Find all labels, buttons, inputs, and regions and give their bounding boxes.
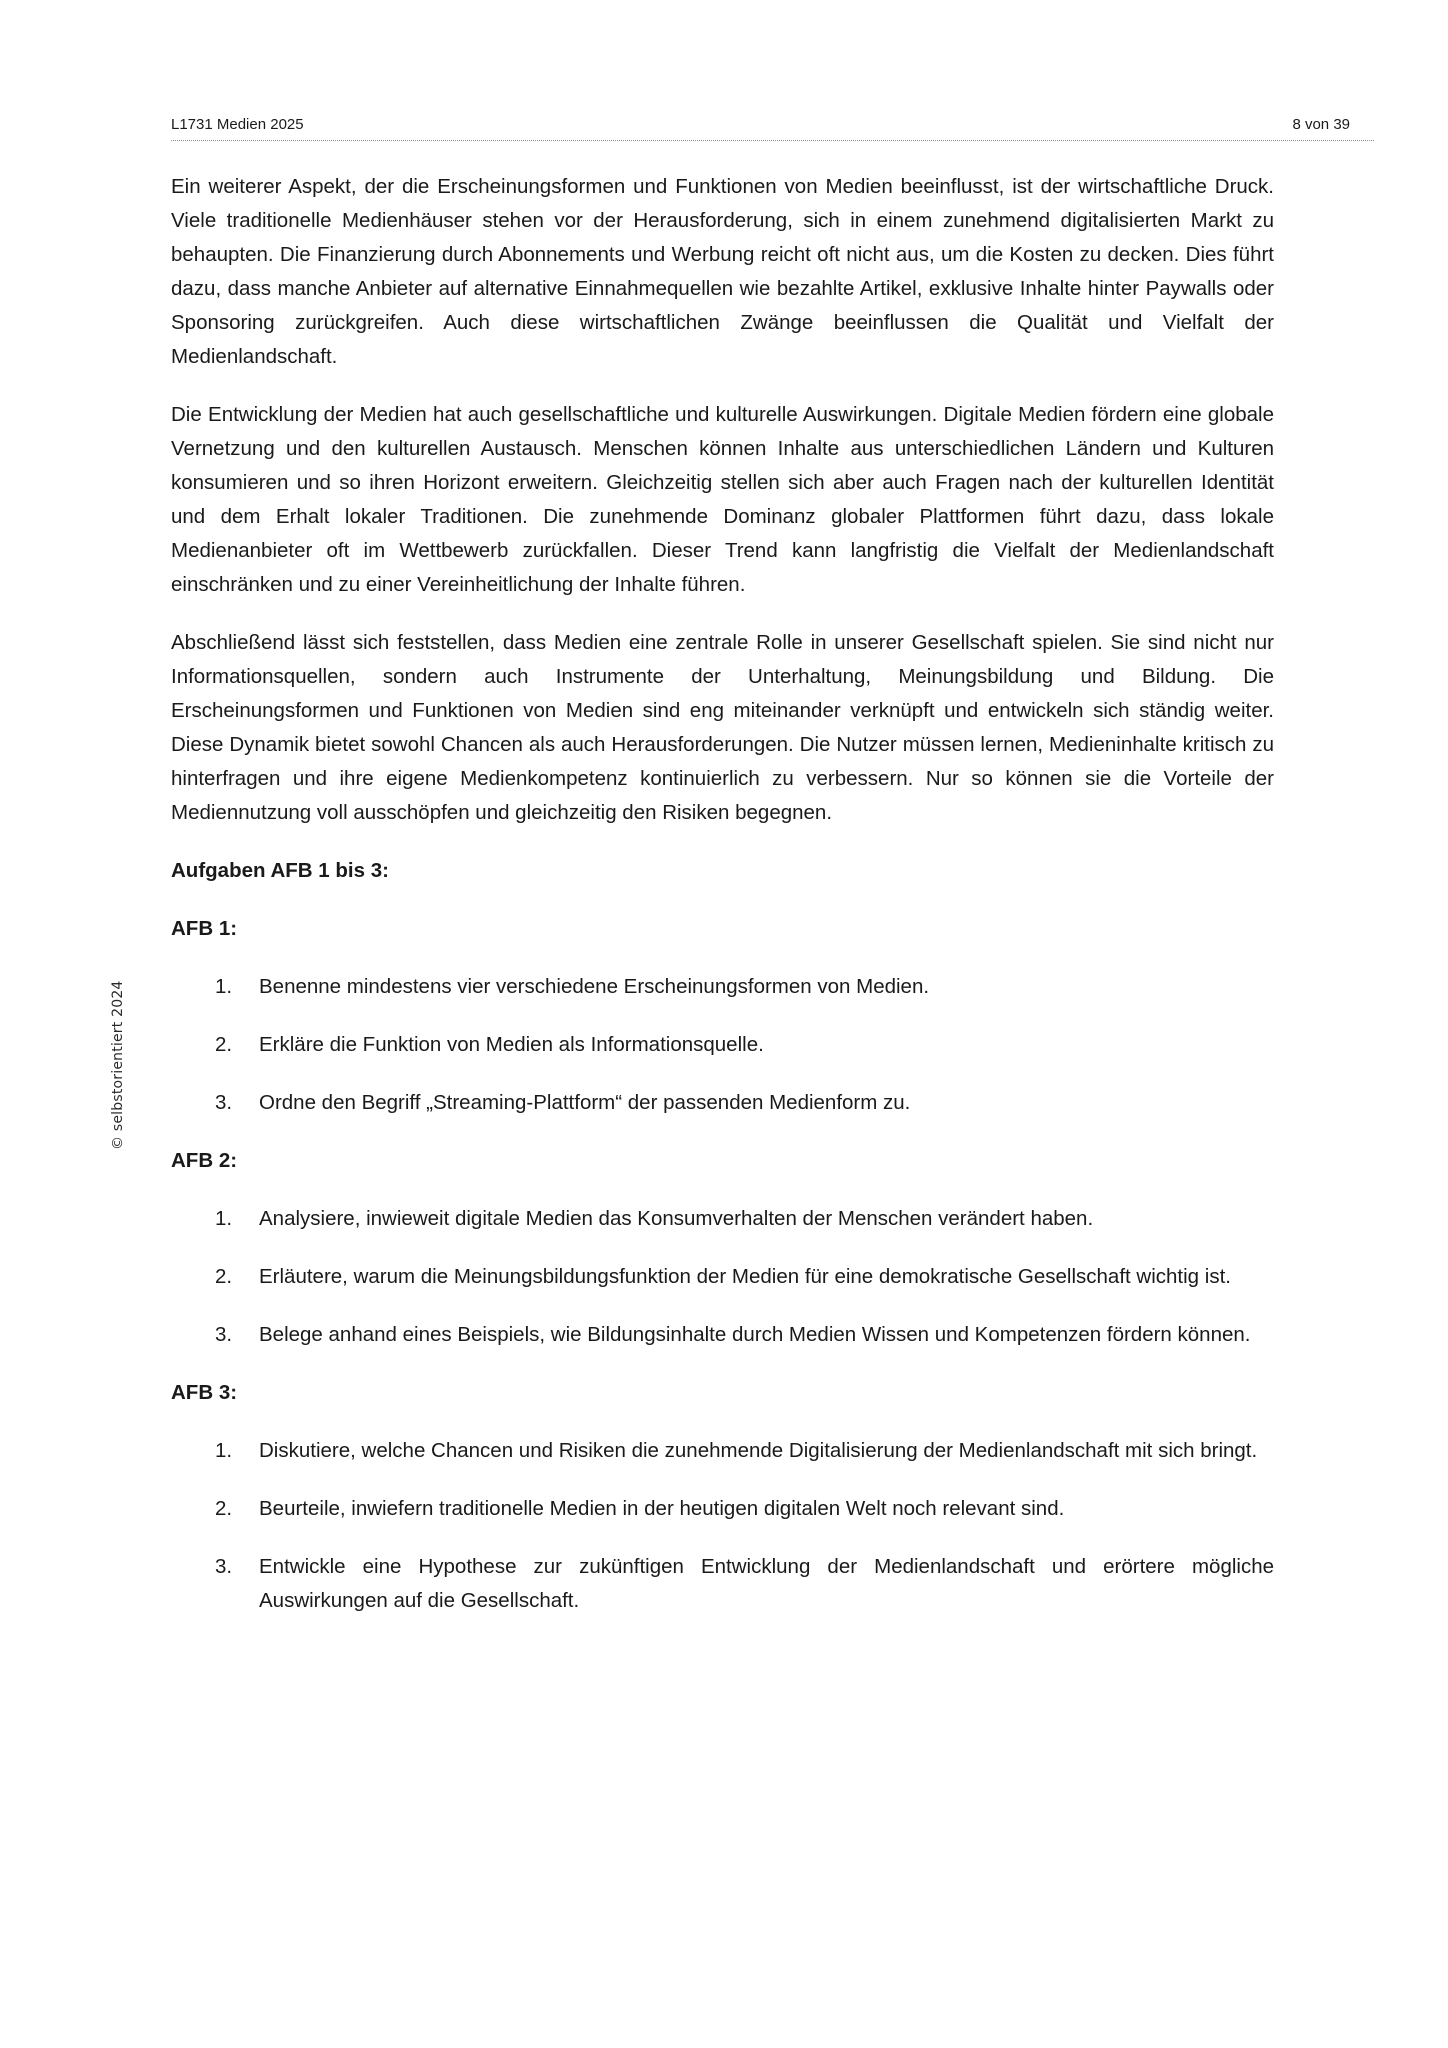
task-number: 2. — [215, 1033, 233, 1056]
task-number: 1. — [215, 975, 233, 998]
task-item — [171, 1434, 1274, 1468]
task-number: 3. — [215, 1323, 233, 1346]
task-number: 3. — [215, 1091, 233, 1114]
task-text: Analysiere, inwieweit digitale Medien das Konsumverhalten der Menschen verändert haben. — [259, 1207, 1094, 1230]
paragraph-social-cultural-effects: Die Entwicklung der Medien hat auch gesellschaftliche und kulturelle Auswirkungen. Digitale Medien fördern eine globale Vernetzung und den kulturellen Austausch. Menschen können Inhalte aus unterschiedlichen Ländern und Kulturen konsumieren und so ihren Horizont erweitern. Gleichzeitig stellen sich aber auch Fragen nach der kulturellen Identität und dem Erhalt lokaler Traditionen. Die zunehmende Dominanz globaler Plattformen führt dazu, dass lokale Medienanbieter oft im Wettbewerb zurückfallen. Dieser Trend kann langfristig die Vielfalt der Medienlandschaft einschränken und zu einer Vereinheitlichung der Inhalte führen. — [171, 403, 1274, 596]
task-number: 1. — [215, 1207, 233, 1230]
task-item — [171, 970, 1274, 1004]
task-number: 2. — [215, 1265, 233, 1288]
afb1-task-list — [171, 970, 1274, 1120]
task-item — [171, 1202, 1274, 1236]
task-item — [171, 1028, 1274, 1062]
page-indicator: 8 von 39 — [1292, 116, 1350, 133]
task-item — [171, 1492, 1274, 1526]
task-text: Entwickle eine Hypothese zur zukünftigen Entwicklung der Medienlandschaft und erörtere mögliche Auswirkungen auf die Gesellschaft. — [259, 1555, 1274, 1612]
task-text: Diskutiere, welche Chancen und Risiken die zunehmende Digitalisierung der Medienlandschaft mit sich bringt. — [259, 1439, 1258, 1462]
task-item — [171, 1550, 1274, 1618]
task-item — [171, 1318, 1274, 1352]
afb3-task-list — [171, 1434, 1274, 1618]
afb2-heading: AFB 2: — [171, 1149, 238, 1172]
task-item — [171, 1260, 1274, 1294]
afb3-heading: AFB 3: — [171, 1381, 238, 1404]
task-number: 3. — [215, 1555, 233, 1578]
task-number: 2. — [215, 1497, 233, 1520]
afb2-task-list — [171, 1202, 1274, 1352]
task-item — [171, 1086, 1274, 1120]
task-number: 1. — [215, 1439, 233, 1462]
page-content — [171, 170, 1274, 1642]
task-text: Benenne mindestens vier verschiedene Erscheinungsformen von Medien. — [259, 975, 930, 998]
task-text: Beurteile, inwiefern traditionelle Medien in der heutigen digitalen Welt noch relevant sind. — [259, 1497, 1065, 1520]
task-text: Erkläre die Funktion von Medien als Informationsquelle. — [259, 1033, 764, 1056]
paragraph-conclusion: Abschließend lässt sich feststellen, dass Medien eine zentrale Rolle in unserer Gesellschaft spielen. Sie sind nicht nur Informationsquellen, sondern auch Instrumente der Unterhaltung, Meinungsbildung und Bildung. Die Erscheinungsformen und Funktionen von Medien sind eng miteinander verknüpft und entwickeln sich ständig weiter. Diese Dynamik bietet sowohl Chancen als auch Herausforderungen. Die Nutzer müssen lernen, Medieninhalte kritisch zu hinterfragen und ihre eigene Medienkompetenz kontinuierlich zu verbessern. Nur so können sie die Vorteile der Mediennutzung voll ausschöpfen und gleichzeitig den Risiken begegnen. — [171, 631, 1274, 824]
task-text: Belege anhand eines Beispiels, wie Bildungsinhalte durch Medien Wissen und Kompetenzen fördern können. — [259, 1323, 1251, 1346]
afb1-heading: AFB 1: — [171, 917, 238, 940]
page-header — [171, 114, 1374, 141]
paragraph-economic-pressure: Ein weiterer Aspekt, der die Erscheinungsformen und Funktionen von Medien beeinflusst, ist der wirtschaftliche Druck. Viele traditionelle Medienhäuser stehen vor der Herausforderung, sich in einem zunehmend digitalisierten Markt zu behaupten. Die Finanzierung durch Abonnements und Werbung reicht oft nicht aus, um die Kosten zu decken. Dies führt dazu, dass manche Anbieter auf alternative Einnahmequellen wie bezahlte Artikel, exklusive Inhalte hinter Paywalls oder Sponsoring zurückgreifen. Auch diese wirtschaftlichen Zwänge beeinflussen die Qualität und Vielfalt der Medienlandschaft. — [171, 175, 1274, 368]
copyright-note: © selbstorientiert 2024 — [110, 980, 126, 1150]
task-text: Ordne den Begriff „Streaming-Plattform“ der passenden Medienform zu. — [259, 1091, 911, 1114]
task-text: Erläutere, warum die Meinungsbildungsfunktion der Medien für eine demokratische Gesellschaft wichtig ist. — [259, 1265, 1231, 1288]
document-id: L1731 Medien 2025 — [171, 116, 304, 133]
tasks-title: Aufgaben AFB 1 bis 3: — [171, 859, 389, 882]
